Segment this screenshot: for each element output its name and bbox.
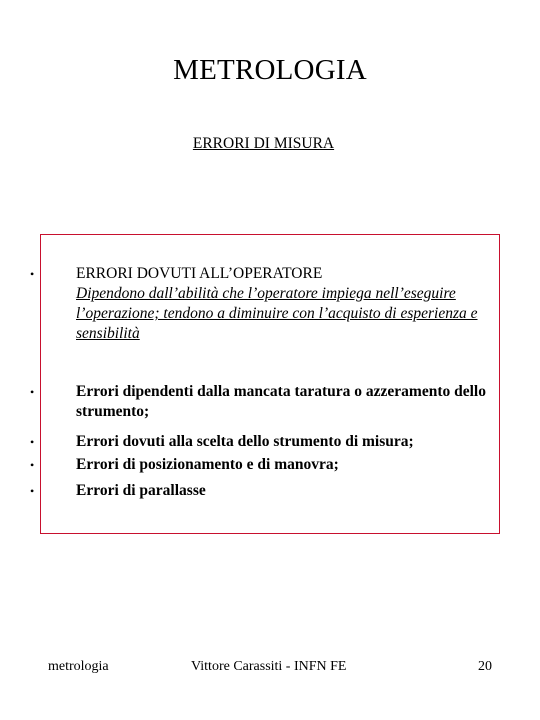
footer-author: Vittore Carassiti - INFN FE <box>191 659 347 674</box>
footer-left-text: metrologia <box>48 659 109 674</box>
list-item-parallax-errors: Errori di parallasse <box>76 482 206 499</box>
bullet-marker: • <box>30 484 35 498</box>
list-item-description: Dipendono dall’abilità che l’operatore impiega nell’eseguire l’operazione; tendono a diminuire con l’acquisto di esperienza e sensibilità <box>76 285 478 342</box>
slide-subtitle: ERRORI DI MISURA <box>192 135 335 152</box>
list-item-heading: ERRORI DOVUTI ALL’OPERATORE <box>76 265 323 282</box>
list-item-operator-errors <box>76 264 486 344</box>
list-item-calibration-errors: Errori dipendenti dalla mancata taratura o azzeramento dello strumento; <box>76 383 486 420</box>
slide-title: METROLOGIA <box>173 54 367 86</box>
page-number: 20 <box>478 659 492 674</box>
bullet-marker: • <box>30 458 35 472</box>
bullet-marker: • <box>30 385 35 399</box>
list-item-positioning-errors: Errori di posizionamento e di manovra; <box>76 456 339 473</box>
bullet-marker: • <box>30 435 35 449</box>
bullet-marker: • <box>30 267 35 281</box>
list-item-instrument-choice-errors: Errori dovuti alla scelta dello strumento di misura; <box>76 433 414 450</box>
